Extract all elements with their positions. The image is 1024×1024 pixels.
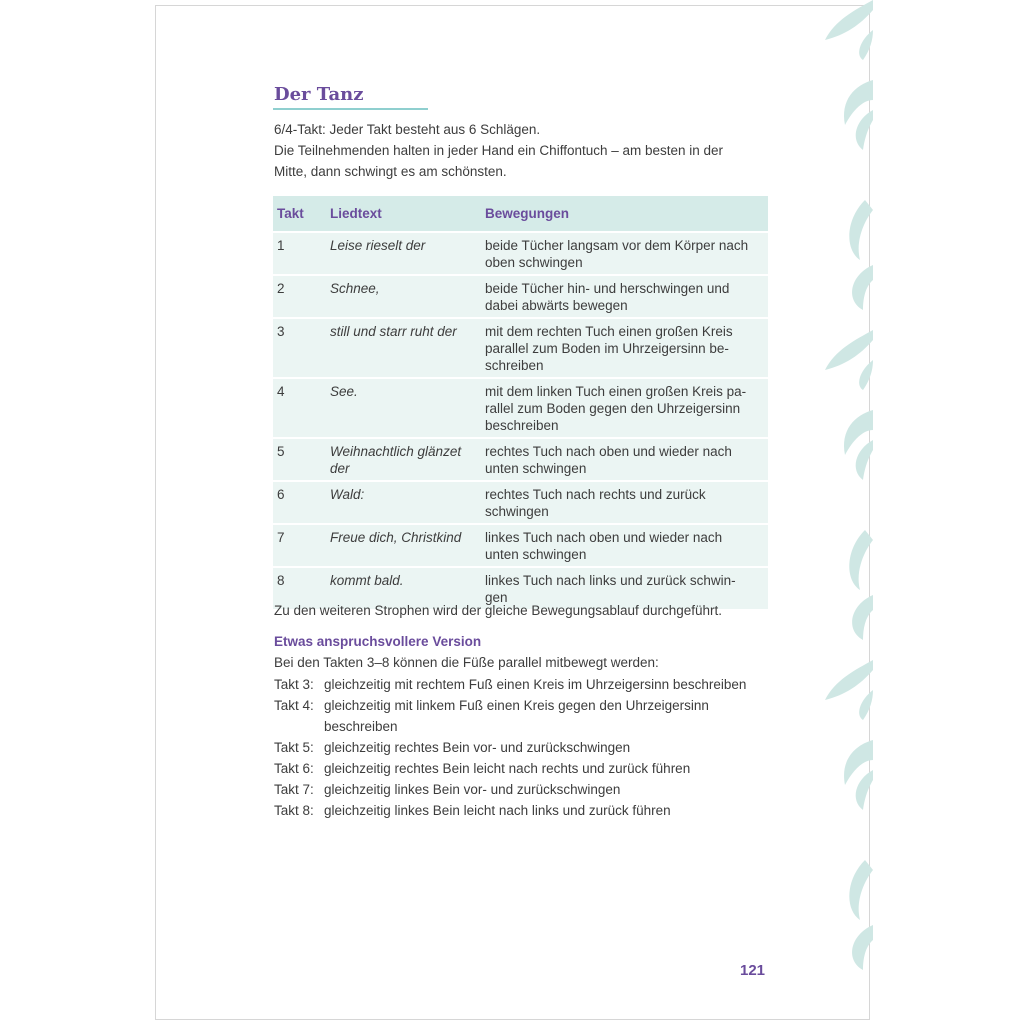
step-label: Takt 6:	[274, 761, 314, 776]
takt-cell: 1	[273, 233, 326, 274]
step-text: gleichzeitig mit rechtem Fuß einen Kreis im Uhrzeigersinn beschreiben	[324, 677, 747, 692]
intro-line: Die Teilnehmenden halten in jeder Hand ein Chiffontuch – am besten in der	[274, 143, 724, 158]
bewegungen-cell: rechtes Tuch nach rechts und zurück schwingen	[481, 482, 768, 523]
title-underline	[273, 108, 428, 110]
bewegungen-cell: linkes Tuch nach links und zurück schwin- gen	[481, 568, 768, 609]
table-row	[273, 482, 768, 523]
intro-line: 6/4-Takt: Jeder Takt besteht aus 6 Schlägen.	[274, 122, 541, 137]
page-title: Der Tanz	[274, 84, 364, 105]
floral-ornament	[815, 0, 875, 1024]
step-item	[274, 674, 746, 695]
table-header-row	[273, 196, 768, 231]
after-table-text: Zu den weiteren Strophen wird der gleiche Bewegungsablauf durchgeführt.	[274, 603, 723, 618]
step-text: gleichzeitig linkes Bein leicht nach links und zurück führen	[324, 803, 671, 818]
bewegungen-cell: mit dem rechten Tuch einen großen Kreis parallel zum Boden im Uhrzeigersinn be- schreiben	[481, 319, 768, 377]
liedtext-cell: Schnee,	[326, 276, 481, 317]
header-liedtext: Liedtext	[326, 196, 481, 231]
subheading: Etwas anspruchsvollere Version	[274, 634, 482, 649]
takt-cell: 8	[273, 568, 326, 609]
liedtext-cell: Weihnachtlich glänzet der	[326, 439, 481, 480]
step-label: Takt 7:	[274, 782, 314, 797]
liedtext-cell: See.	[326, 379, 481, 437]
table-row	[273, 525, 768, 566]
liedtext-cell: Freue dich, Christkind	[326, 525, 481, 566]
page-number: 121	[740, 962, 766, 979]
step-text: gleichzeitig rechtes Bein leicht nach rechts und zurück führen	[324, 761, 691, 776]
bewegungen-cell: beide Tücher hin- und herschwingen und dabei abwärts bewegen	[481, 276, 768, 317]
table-row	[273, 276, 768, 317]
liedtext-cell: still und starr ruht der	[326, 319, 481, 377]
step-text: gleichzeitig linkes Bein vor- und zurückschwingen	[324, 782, 621, 797]
sub-intro: Bei den Takten 3–8 können die Füße parallel mitbewegt werden:	[274, 655, 659, 670]
takt-cell: 3	[273, 319, 326, 377]
step-label: Takt 4:	[274, 698, 314, 713]
liedtext-cell: Leise rieselt der	[326, 233, 481, 274]
table-row	[273, 379, 768, 437]
takt-cell: 4	[273, 379, 326, 437]
intro-line: Mitte, dann schwingt es am schönsten.	[274, 164, 507, 179]
bewegungen-cell: beide Tücher langsam vor dem Körper nach oben schwingen	[481, 233, 768, 274]
steps-list	[274, 674, 746, 821]
step-text: gleichzeitig mit linkem Fuß einen Kreis gegen den Uhrzeigersinn beschreiben	[324, 698, 709, 734]
step-item	[274, 695, 746, 737]
step-item	[274, 758, 746, 779]
header-bewegungen: Bewegungen	[481, 196, 768, 231]
bewegungen-cell: mit dem linken Tuch einen großen Kreis pa- rallel zum Boden gegen den Uhrzeigersinn beschreiben	[481, 379, 768, 437]
takt-cell: 5	[273, 439, 326, 480]
header-takt: Takt	[273, 196, 326, 231]
step-label: Takt 5:	[274, 740, 314, 755]
step-label: Takt 3:	[274, 677, 314, 692]
bewegungen-cell: linkes Tuch nach oben und wieder nach unten schwingen	[481, 525, 768, 566]
step-label: Takt 8:	[274, 803, 314, 818]
bewegungen-cell: rechtes Tuch nach oben und wieder nach unten schwingen	[481, 439, 768, 480]
takt-cell: 2	[273, 276, 326, 317]
liedtext-cell: kommt bald.	[326, 568, 481, 609]
table-row	[273, 439, 768, 480]
dance-table	[273, 194, 768, 611]
takt-cell: 7	[273, 525, 326, 566]
step-text: gleichzeitig rechtes Bein vor- und zurückschwingen	[324, 740, 631, 755]
liedtext-cell: Wald:	[326, 482, 481, 523]
table-row	[273, 233, 768, 274]
step-item	[274, 737, 746, 758]
takt-cell: 6	[273, 482, 326, 523]
step-item	[274, 779, 746, 800]
step-item	[274, 800, 746, 821]
table-row	[273, 319, 768, 377]
